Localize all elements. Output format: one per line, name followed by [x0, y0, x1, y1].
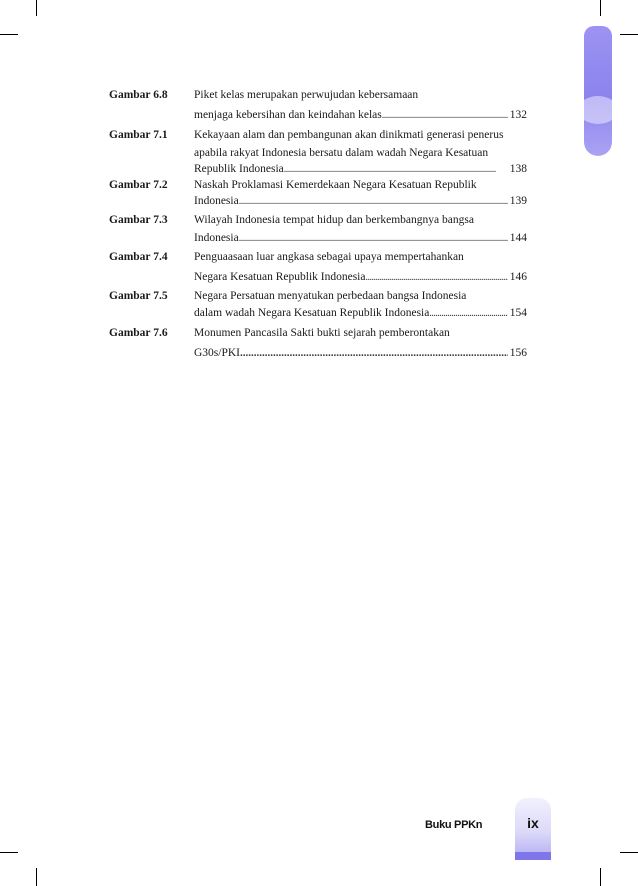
crop-mark-bottom-left-v: [36, 868, 37, 886]
figure-label: Gambar 7.5: [109, 290, 168, 302]
figure-caption-line: Kekayaan alam dan pembangunan akan dinikmati generasi penerus: [194, 129, 504, 141]
crop-mark-top-left-h: [0, 34, 18, 35]
figure-caption-line: Negara Kesatuan Republik Indonesia: [194, 271, 366, 283]
figure-caption-line: menjaga kebersihan dan keindahan kelas: [194, 109, 382, 121]
figure-caption-line: Piket kelas merupakan perwujudan kebersamaan: [194, 89, 419, 101]
figure-page-number: 139: [509, 195, 527, 207]
crop-mark-top-right-v: [600, 0, 601, 16]
figure-caption-line: Naskah Proklamasi Kemerdekaan Negara Kesatuan Republik: [194, 179, 477, 191]
page-number-tab-bar: [515, 852, 551, 860]
figure-page-number: 132: [509, 109, 527, 121]
figure-page-number: 154: [509, 307, 527, 319]
figure-caption-line: Monumen Pancasila Sakti bukti sejarah pemberontakan: [194, 327, 450, 339]
crop-mark-top-right-h: [620, 34, 638, 35]
dot-leader: [239, 233, 508, 244]
dot-leader: [284, 164, 496, 175]
figure-caption-leader: [194, 195, 527, 211]
footer-book-title: Buku PPKn: [425, 819, 483, 831]
crop-mark-top-left-v: [36, 0, 37, 16]
figure-page-number: 146: [509, 271, 527, 283]
figure-label: Gambar 6.8: [109, 89, 168, 101]
dot-leader: [429, 308, 507, 319]
figure-page-number: 156: [509, 347, 527, 359]
figure-caption-line: Indonesia: [194, 232, 239, 244]
figure-caption-leader: [194, 232, 527, 248]
figure-label: Gambar 7.4: [109, 251, 168, 263]
figure-label: Gambar 7.3: [109, 214, 168, 226]
dot-leader: [239, 196, 508, 207]
figure-caption-line: Penguaasaan luar angkasa sebagai upaya mempertahankan: [194, 251, 464, 263]
figure-label: Gambar 7.2: [109, 179, 168, 191]
crop-mark-bottom-left-h: [0, 852, 18, 853]
figure-caption-line: Wilayah Indonesia tempat hidup dan berkembangnya bangsa: [194, 214, 474, 226]
crop-mark-bottom-right-v: [600, 868, 601, 886]
figure-caption-leader: [194, 163, 527, 179]
figure-caption-leader: [194, 271, 527, 287]
footer-page-number: ix: [527, 815, 539, 831]
chapter-side-tab: [584, 26, 612, 156]
figure-caption-line: Republik Indonesia: [194, 163, 284, 175]
figure-label: Gambar 7.6: [109, 327, 168, 339]
dot-leader: [365, 272, 507, 283]
dot-leader: [382, 110, 508, 121]
dot-leader: [240, 347, 508, 359]
figure-page-number: 144: [509, 232, 527, 244]
figure-caption-line: apabila rakyat Indonesia bersatu dalam wadah Negara Kesatuan: [194, 147, 489, 159]
figure-caption-line: G30s/PKI: [194, 347, 241, 359]
figure-page-number: 138: [509, 163, 527, 175]
figure-caption-leader: [194, 347, 527, 363]
figure-caption-line: Negara Persatuan menyatukan perbedaan bangsa Indonesia: [194, 290, 467, 302]
figure-label: Gambar 7.1: [109, 129, 168, 141]
figure-caption-leader: [194, 109, 527, 125]
figure-caption-line: dalam wadah Negara Kesatuan Republik Indonesia: [194, 307, 430, 319]
crop-mark-bottom-right-h: [620, 852, 638, 853]
figure-caption-line: Indonesia: [194, 195, 239, 207]
figure-caption-leader: [194, 307, 527, 323]
